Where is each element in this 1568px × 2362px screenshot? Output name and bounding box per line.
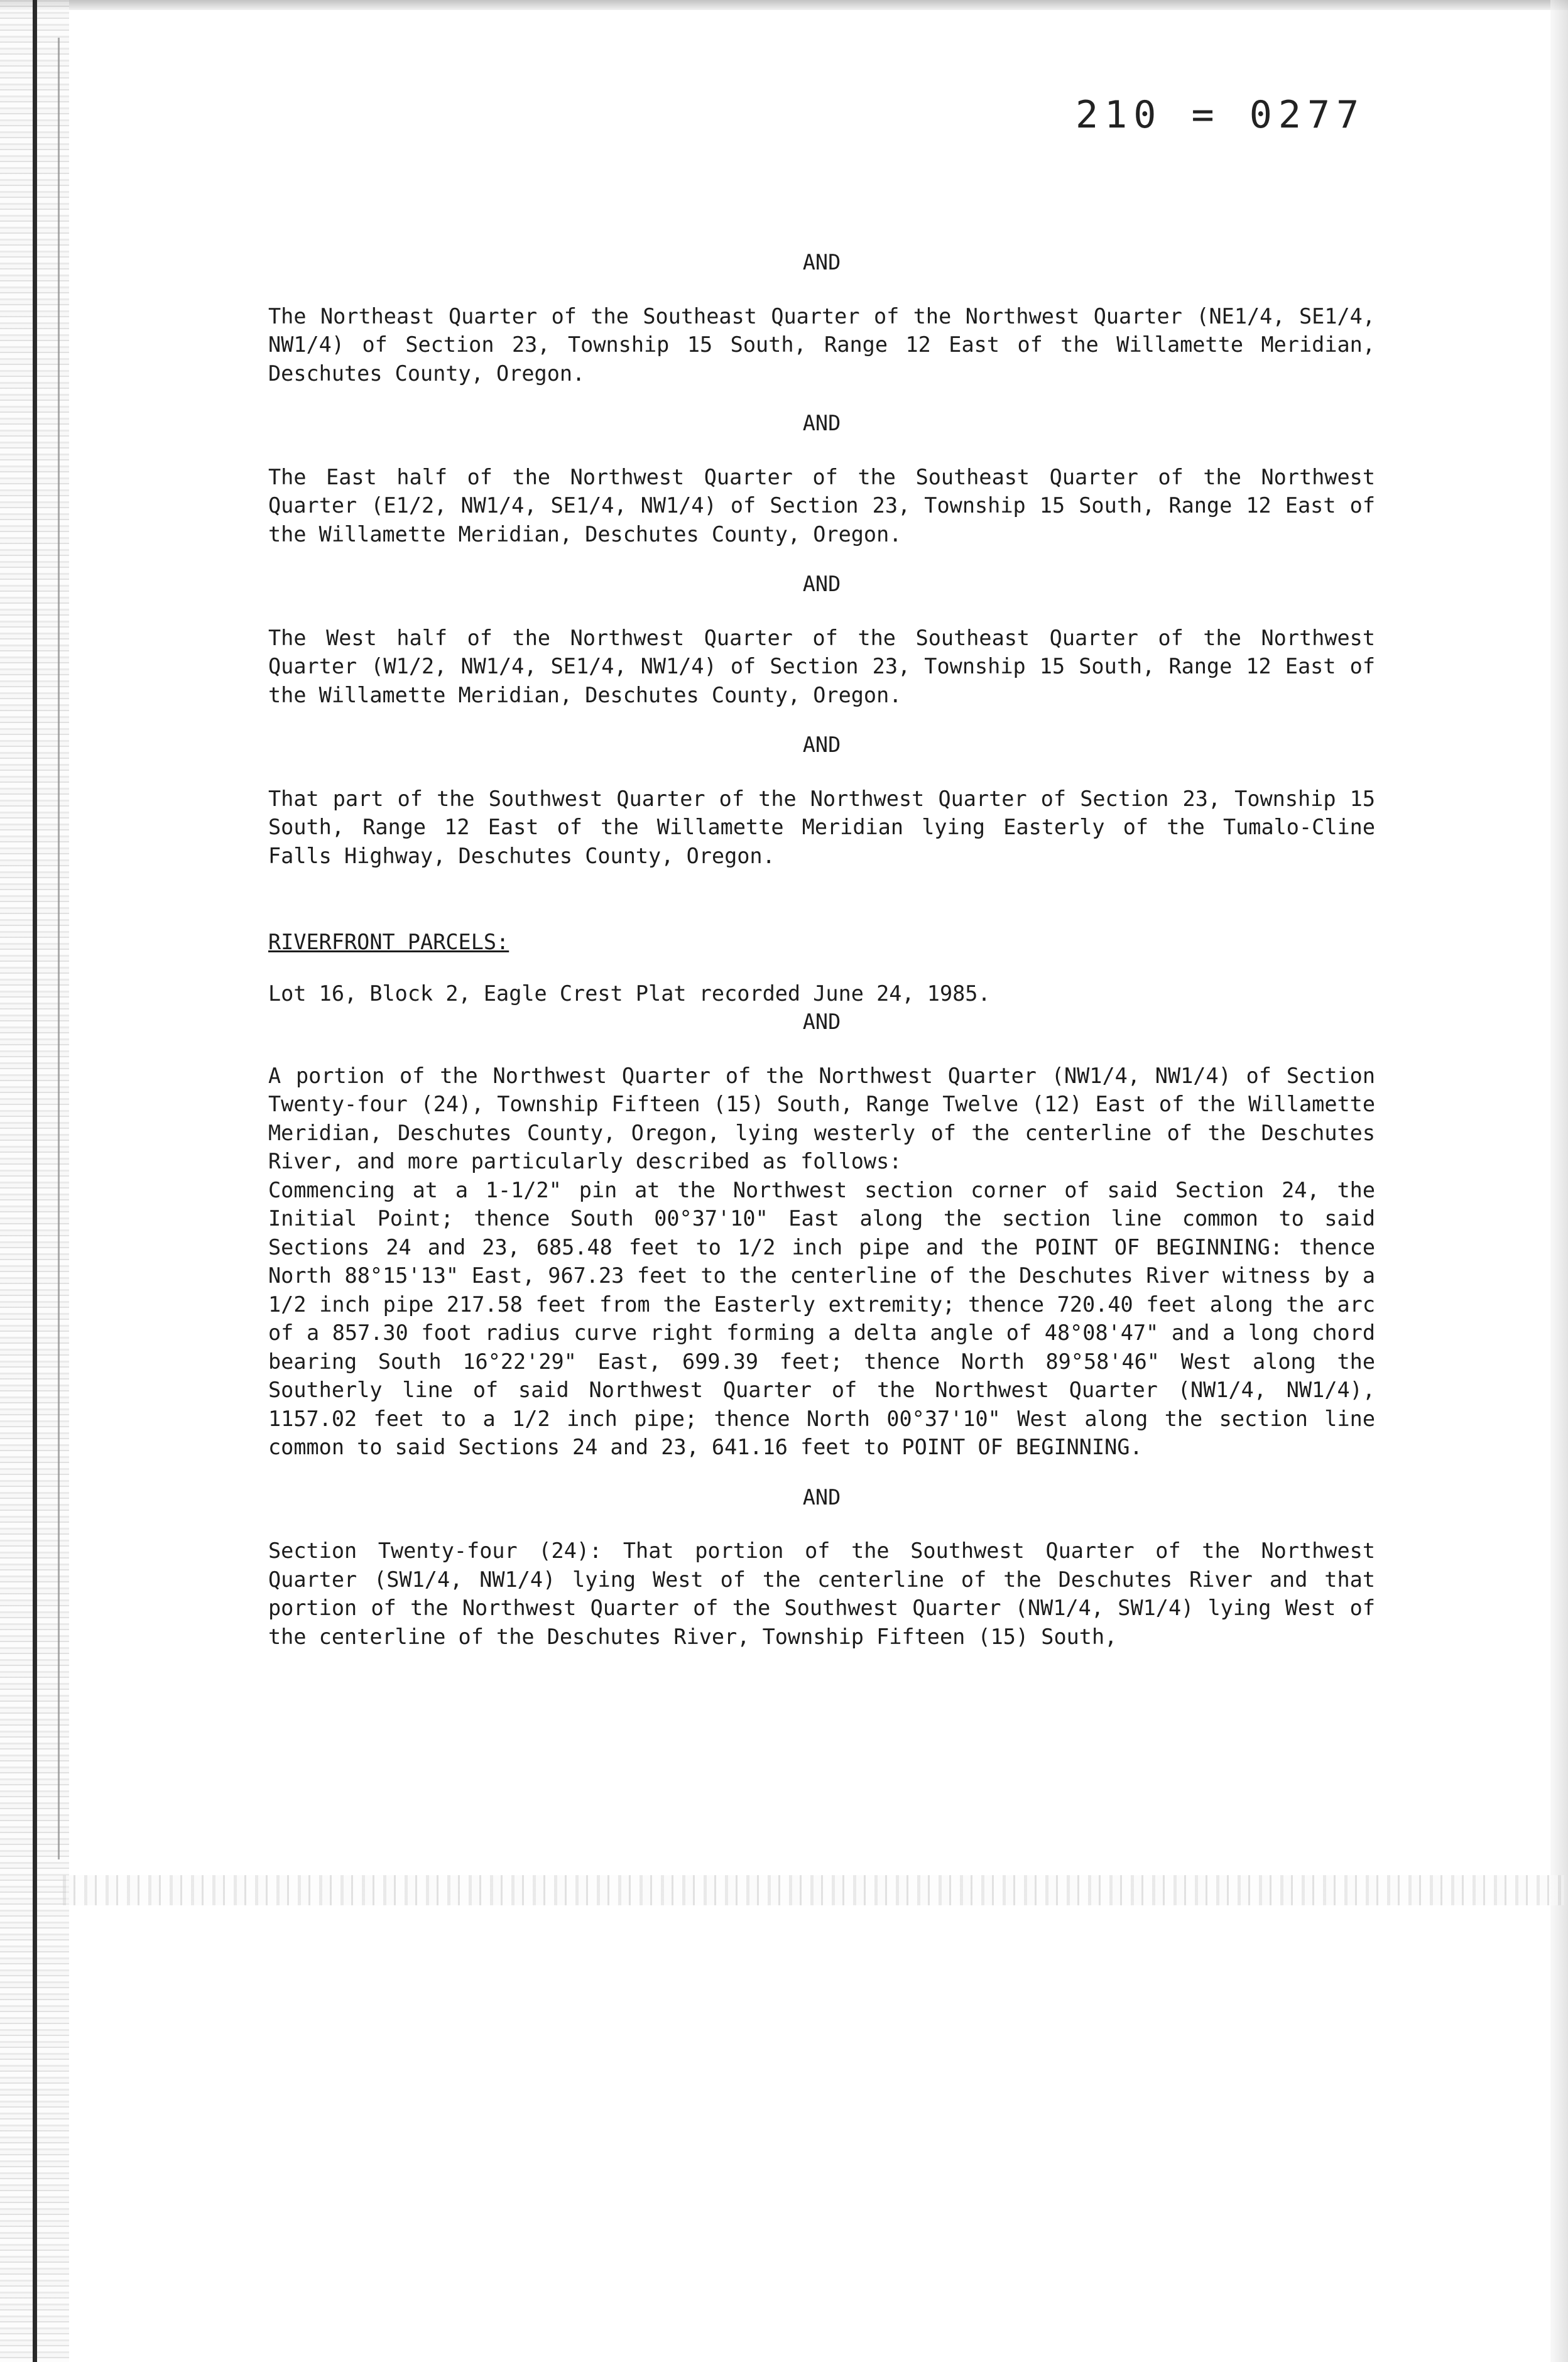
scan-right-edge <box>1550 0 1568 2362</box>
parcel-description: That part of the Southwest Quarter of the Northwest Quarter of Section 23, Township 15 South, Range 12 East of the Willamette Meridian lying Easterly of the Tumalo-Cline Falls Highway, Deschutes County, Oregon. <box>268 786 1375 868</box>
document-body <box>268 248 1375 1651</box>
scan-binding-line-secondary <box>58 38 60 1859</box>
separator-and: AND <box>802 411 841 435</box>
parcel-description: A portion of the Northwest Quarter of the Northwest Quarter (NW1/4, NW1/4) of Section Twenty-four (24), Township Fifteen (15) South, Range Twelve (12) East of the Willamette Meridian, Deschutes County, Oregon, lying westerly of the centerline of the Deschutes River, and more particularly described as follows: <box>268 1063 1375 1173</box>
parcel-description: The Northeast Quarter of the Southeast Quarter of the Northwest Quarter (NE1/4, SE1/4, NW1/4) of Section 23, Township 15 South, Range 12 East of the Willamette Meridian, Deschutes County, Oregon. <box>268 303 1375 386</box>
scan-fold-band <box>63 1875 1564 1905</box>
metes-and-bounds-description: Commencing at a 1-1/2" pin at the Northwest section corner of said Section 24, the Initial Point; thence South 00°37'10" East along the section line common to said Sections 24 and 23, 685.48 feet to 1/2 inch pipe and the POINT OF BEGINNING: thence North 88°15'13" East, 967.23 feet to the centerline of the Deschutes River witness by a 1/2 inch pipe 217.58 feet from the Easterly extremity; thence 720.40 feet along the arc of a 857.30 foot radius curve right forming a delta angle of 48°08'47" and a long chord bearing South 16°22'29" East, 699.39 feet; thence North 89°58'46" West along the Southerly line of said Northwest Quarter of the Northwest Quarter (NW1/4, NW1/4), 1157.02 feet to a 1/2 inch pipe; thence North 00°37'10" West along the section line common to said Sections 24 and 23, 641.16 feet to POINT OF BEGINNING. <box>268 1177 1375 1459</box>
parcel-description: Section Twenty-four (24): That portion of the Southwest Quarter of the Northwest Quarter (SW1/4, NW1/4) lying West of the centerline of the Deschutes River and that portion of the Northwest Quarter of the Southwest Quarter (NW1/4, SW1/4) lying West of the centerline of the Deschutes River, Township Fifteen (15) South, <box>268 1538 1375 1649</box>
page-number: 210 = 0277 <box>1075 93 1366 137</box>
scan-binding-line <box>33 0 37 2362</box>
section-heading: RIVERFRONT PARCELS: <box>268 930 509 954</box>
separator-and: AND <box>802 1010 841 1034</box>
parcel-description: Lot 16, Block 2, Eagle Crest Plat recorded June 24, 1985. <box>268 981 991 1006</box>
parcel-description: The East half of the Northwest Quarter of the Southeast Quarter of the Northwest Quarter (E1/2, NW1/4, SE1/4, NW1/4) of Section 23, Township 15 South, Range 12 East of the Willamette Meridian, Deschutes County, Oregon. <box>268 464 1375 547</box>
separator-and: AND <box>802 250 841 275</box>
separator-and: AND <box>802 572 841 596</box>
separator-and: AND <box>802 732 841 757</box>
scan-top-edge <box>0 0 1568 10</box>
separator-and: AND <box>802 1484 841 1510</box>
parcel-description: The West half of the Northwest Quarter of the Southeast Quarter of the Northwest Quarter (W1/2, NW1/4, SE1/4, NW1/4) of Section 23, Township 15 South, Range 12 East of the Willamette Meridian, Deschutes County, Oregon. <box>268 625 1375 707</box>
